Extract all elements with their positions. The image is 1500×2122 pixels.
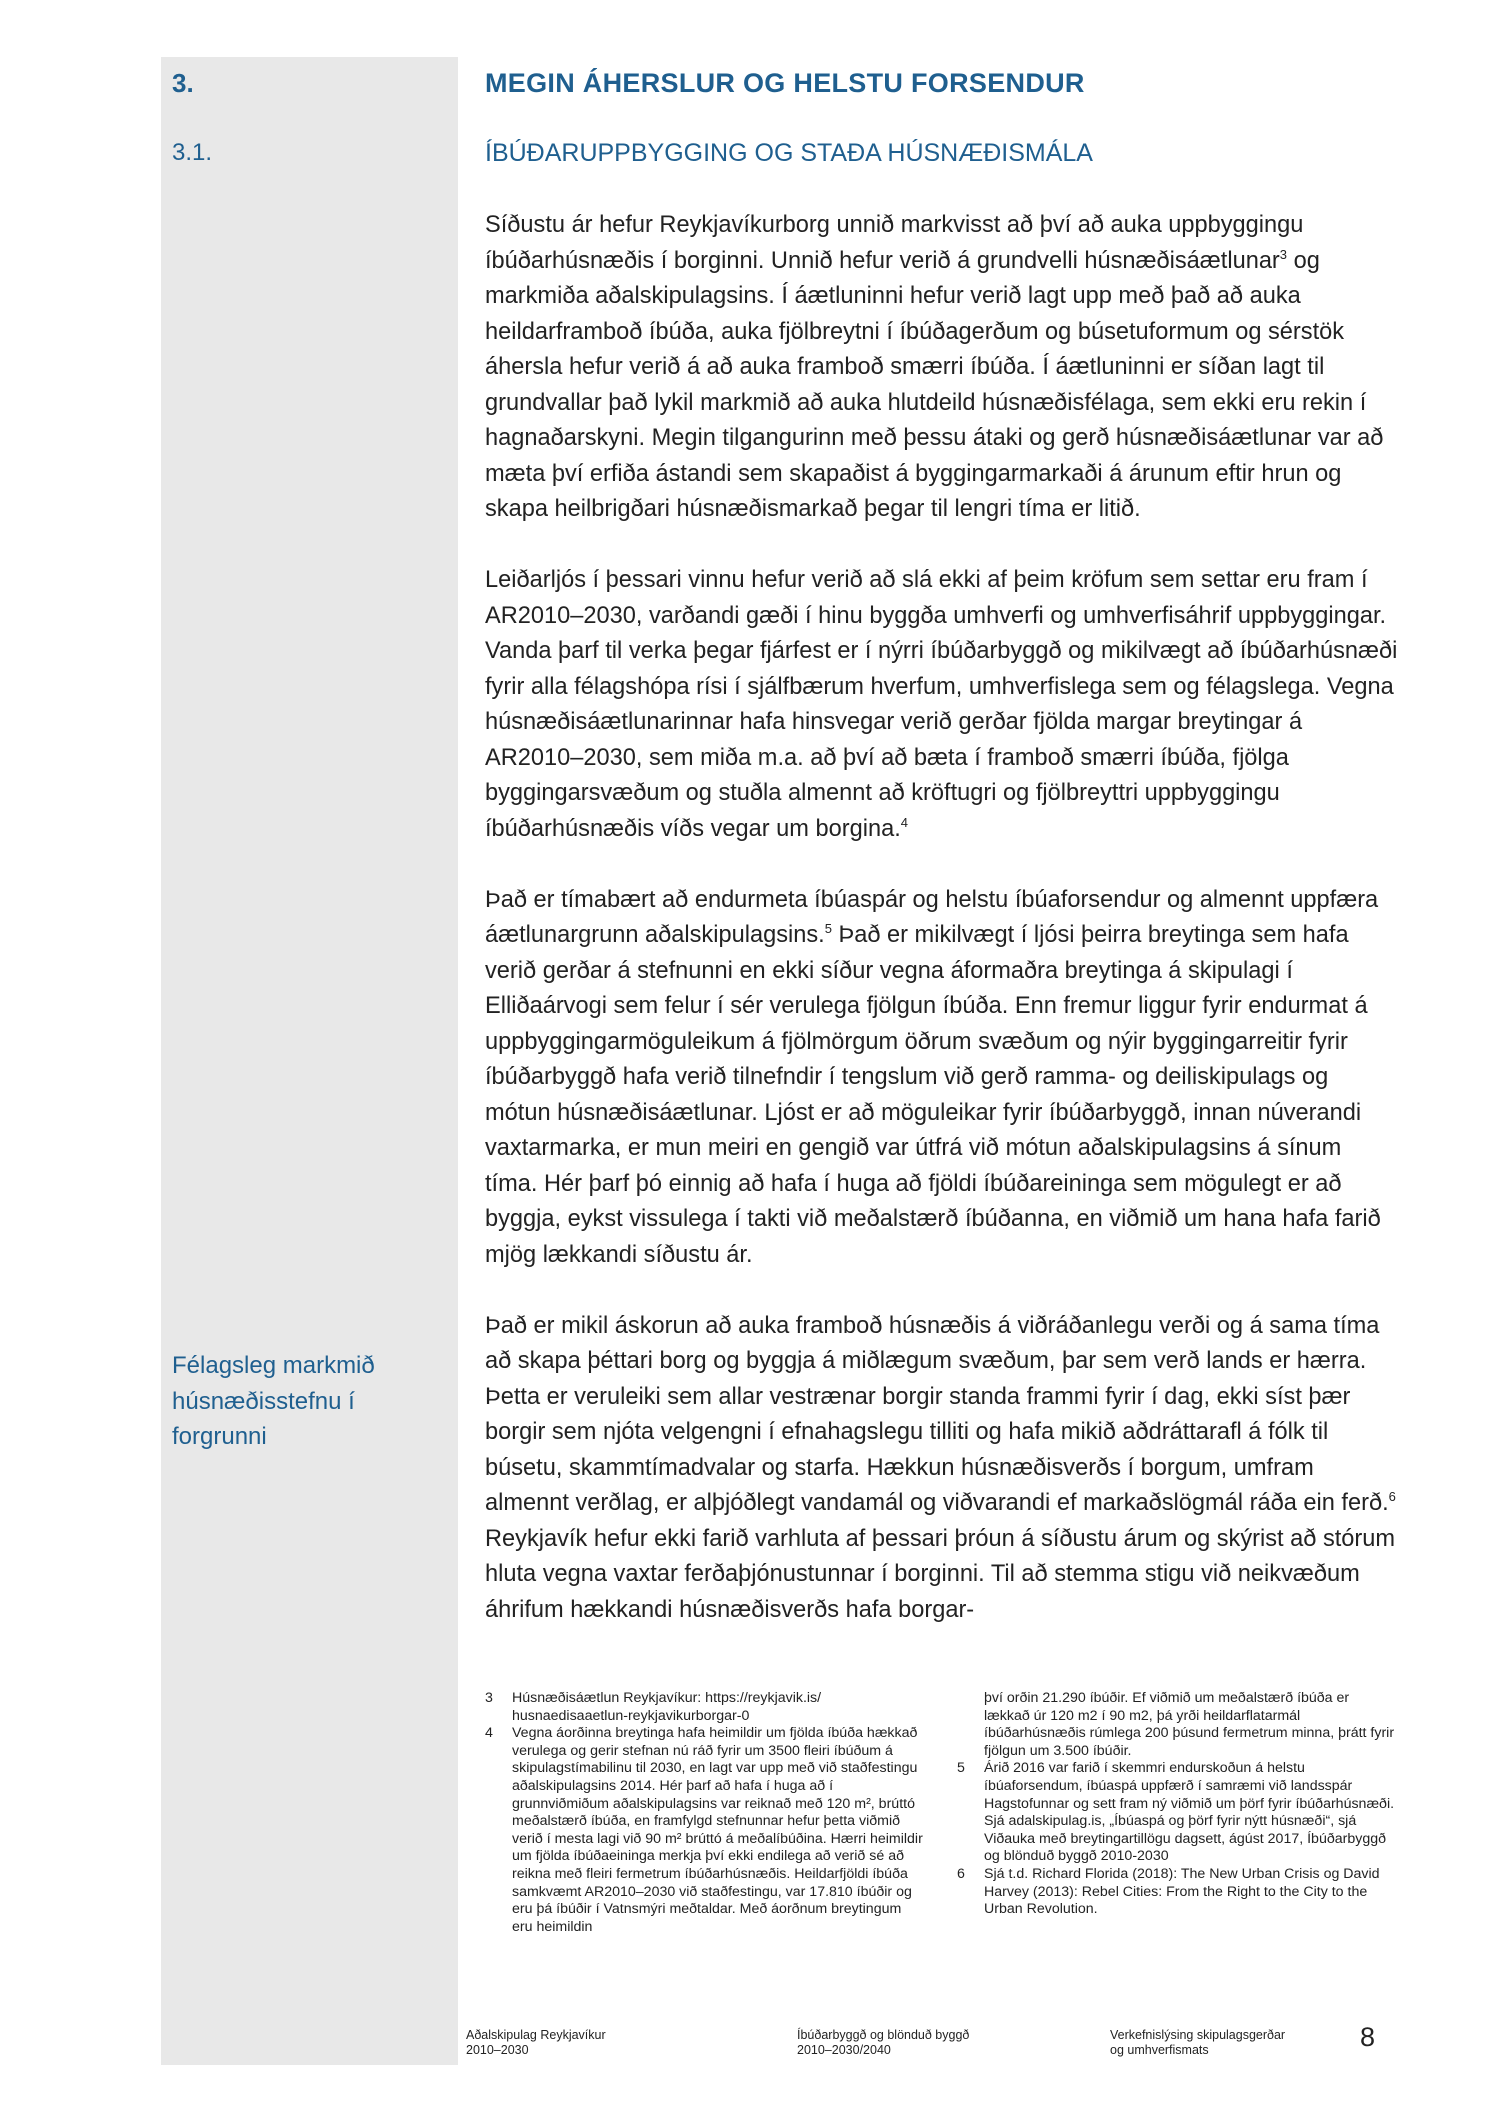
footnote: [485, 1690, 925, 1725]
footnote-text: Sjá t.d. Richard Florida (2018): The New Urban Crisis og David Harvey (2013): Rebel Cities: From the Right to the City to the Urban Revolution.: [984, 1865, 1380, 1918]
paragraph-text: Reykjavík hefur ekki farið varhluta af þessari þróun á síðustu árum og skýrist að stórum hluta vegna vaxtar ferðaþjónustunnar í borginni. Til að stemma stigu við neikvæðum áhrifum hækkandi húsnæðisverðs hafa borgar-: [485, 1525, 1396, 1623]
page-number: 8: [1360, 2022, 1376, 2052]
footer-line: Aðalskipulag Reykjavíkur: [466, 2028, 606, 2042]
footnote-text: Húsnæðisáætlun Reykjavíkur: https://reykjavik.is/ husnaedisaaetlun-reykjavikurborgar-0: [512, 1690, 822, 1724]
footnote-ref[interactable]: 6: [1388, 1489, 1396, 1505]
section-number: 3.: [172, 68, 194, 98]
footer-chapter-title: [1110, 2028, 1285, 2057]
paragraph: [485, 563, 1400, 847]
body-text: [485, 208, 1400, 1664]
footnote-ref[interactable]: 5: [824, 921, 832, 937]
footer-line: 2010–2030/2040: [797, 2042, 891, 2057]
footer-line: 2010–2030: [466, 2042, 529, 2057]
paragraph: [485, 208, 1400, 528]
footnotes-left: [485, 1690, 925, 1936]
footer-document-title: [466, 2028, 606, 2057]
paragraph-text: Síðustu ár hefur Reykjavíkurborg unnið markvisst að því að auka uppbyggingu íbúðarhúsnæðis í borginni. Unnið hefur verið á grundvelli húsnæðisáætlunar: [485, 212, 1304, 274]
paragraph-text: Það er mikil áskorun að auka framboð húsnæðis á viðráðanlegu verði og á sama tíma að skapa þéttari borg og byggja á miðlægum svæðum, þar sem verð lands er hærra. Þetta er veruleiki sem allar vestrænar borgir standa frammi fyrir í dag, ekki síst þær borgir sem njóta velgengni í efnahagslegu tilliti og hafa mikið aðdráttarafl á fólk til búsetu, skammtímadvalar og starfa. Hækkun húsnæðisverðs í borgum, umfram almennt verðlag, er alþjóðlegt vandamál og viðvarandi ef markaðslögmál ráða ein ferð.: [485, 1312, 1389, 1516]
section-title: MEGIN ÁHERSLUR OG HELSTU FORSENDUR: [485, 68, 1085, 98]
footer-line: og umhverfismats: [1110, 2042, 1209, 2057]
footer-line: Verkefnislýsing skipulagsgerðar: [1110, 2028, 1286, 2042]
side-note: Félagsleg markmið húsnæðisstefnu í forgrunni: [172, 1352, 375, 1450]
paragraph-text: Leiðarljós í þessari vinnu hefur verið að slá ekki af þeim kröfum sem settar eru fram í AR2010–2030, varðandi gæði í hinu byggða umhverfi og umhverfisáhrif uppbyggingar. Vanda þarf til verka þegar fjárfest er í nýrri íbúðarbyggð og mikilvægt að íbúðarhúsnæði fyrir alla félagshópa rísi í sjálfbærum hverfum, umhverfislega sem og félagslega. Vegna húsnæðisáætlunarinnar hafa hinsvegar verið gerðar fjölda margar breytingar á AR2010–2030, sem miða m.a. að því að bæta í framboð smærri íbúða, fjölga byggingarsvæðum og stuðla almennt að kröftugri og fjölbreyttri uppbyggingu íbúðarhúsnæðis víðs vegar um borgina.: [485, 567, 1398, 842]
footnote-number: 3: [485, 1690, 493, 1706]
footnote-number: 4: [485, 1725, 493, 1742]
paragraph-text: og markmiða aðalskipulagsins. Í áætluninni hefur verið lagt upp með það að auka heildarframboð íbúða, auka fjölbreytni í íbúðagerðum og búsetuformum og sérstök áhersla hefur verið á að auka framboð smærri íbúða. Í áætluninni er síðan lagt til grundvallar það lykil markmið að auka hlutdeild húsnæðisfélaga, sem ekki eru rekin í hagnaðarskyni. Megin tilgangurinn með þessu átaki og gerð húsnæðisáætlunar var að mæta því erfiða ástandi sem skapaðist á byggingarmarkaði á árunum eftir hrun og skapa heilbrigðari húsnæðismarkað þegar til lengri tíma er litið.: [485, 247, 1384, 522]
paragraph: [485, 883, 1400, 1274]
footnote: [485, 1725, 925, 1936]
footnote: [957, 1866, 1397, 1919]
paragraph-text: Það er tímabært að endurmeta íbúaspár og helstu íbúaforsendur og almennt uppfæra áætlunargrunn aðalskipulagsins.: [485, 886, 1379, 948]
paragraph: [485, 1309, 1400, 1629]
footnote-text: Árið 2016 var farið í skemmri endurskoðun á helstu íbúaforsendum, íbúaspá uppfærð í samræmi við landsspár Hagstofunnar og sett fram ný viðmið um þörf fyrir íbúðarhúsnæði. Sjá adalskipulag.is, „Íbúaspá og þörf fyrir nýtt húsnæði“, sjá Viðauka með breytingartillögu dagsett, ágúst 2017, Íbúðarbyggð og blönduð byggð 2010-2030: [984, 1760, 1395, 1865]
footnote-ref[interactable]: 3: [1279, 246, 1288, 262]
footnote: [957, 1760, 1397, 1866]
footnote: [957, 1690, 1397, 1760]
subsection-number: 3.1.: [172, 139, 213, 166]
footnote-number: 5: [957, 1760, 965, 1777]
footnote-number: [957, 1690, 984, 1760]
subsection-title: ÍBÚÐARUPPBYGGING OG STAÐA HÚSNÆÐISMÁLA: [485, 139, 1093, 167]
footnote-text: því orðin 21.290 íbúðir. Ef viðmið um meðalstærð íbúða er lækkað úr 120 m2 í 90 m2, þá yrði heildarflatarmál íbúðarhúsnæðis rúmlega 200 þúsund fermetrum minna, þrátt fyrir fjölgun um 3.500 íbúðir.: [984, 1690, 1395, 1759]
footer-line: Íbúðarbyggð og blönduð byggð: [797, 2028, 970, 2042]
sidebar-band: [161, 57, 458, 2065]
footnote-ref[interactable]: 4: [900, 814, 908, 830]
footnotes-right: [957, 1690, 1397, 1919]
footnote-text: Vegna áorðinna breytinga hafa heimildir um fjölda íbúða hækkað verulega og gerir stefnan nú ráð fyrir um 3500 fleiri íbúðum á skipulagstímabilinu til 2030, en lagt var upp með við staðfestingu aðalskipulagsins 2014. Hér þarf að hafa í huga að í grunnviðmiðum aðalskipulagsins var reiknað með 120 m², brúttó meðalstærð íbúða, en framfylgd stefnunnar hefur þetta viðmið verið í mesta lagi við 90 m² brúttó á meðalíbúðina. Hærri heimildir um fjölda íbúðaeininga merkja því ekki endilega að verið sé að reikna með fleiri fermetrum íbúðarhúsnæðis. Heildarfjöldi íbúða samkvæmt AR2010–2030 við staðfestingu, var 17.810 íbúðir og eru þá íbúðir í Vatnsmýri meðtaldar. Með áorðnum breytingum eru heimildin: [512, 1725, 923, 1935]
footer-section-title: [797, 2028, 969, 2057]
footnote-number: 6: [957, 1865, 965, 1882]
paragraph-text: Það er mikilvægt í ljósi þeirra breytinga sem hafa verið gerðar á stefnunni en ekki síður vegna áformaðra breytinga á skipulagi í Elliðaárvogi sem felur í sér verulega fjölgun íbúða. Enn fremur liggur fyrir endurmat á uppbyggingarmöguleikum á fjölmörgum öðrum svæðum og nýir byggingarreitir fyrir íbúðarbyggð hafa verið tilnefndir í tengslum við gerð ramma- og deiliskipulags og mótun húsnæðisáætlunar. Ljóst er að möguleikar fyrir íbúðarbyggð, innan núverandi vaxtarmarka, er mun meiri en gengið var útfrá við mótun aðalskipulagsins á sínum tíma. Hér þarf þó einnig að hafa í huga að fjöldi íbúðareininga sem mögulegt er að byggja, eykst vissulega í takti við meðalstærð íbúðanna, en viðmið um hana hafa farið mjög lækkandi síðustu ár.: [485, 922, 1381, 1268]
